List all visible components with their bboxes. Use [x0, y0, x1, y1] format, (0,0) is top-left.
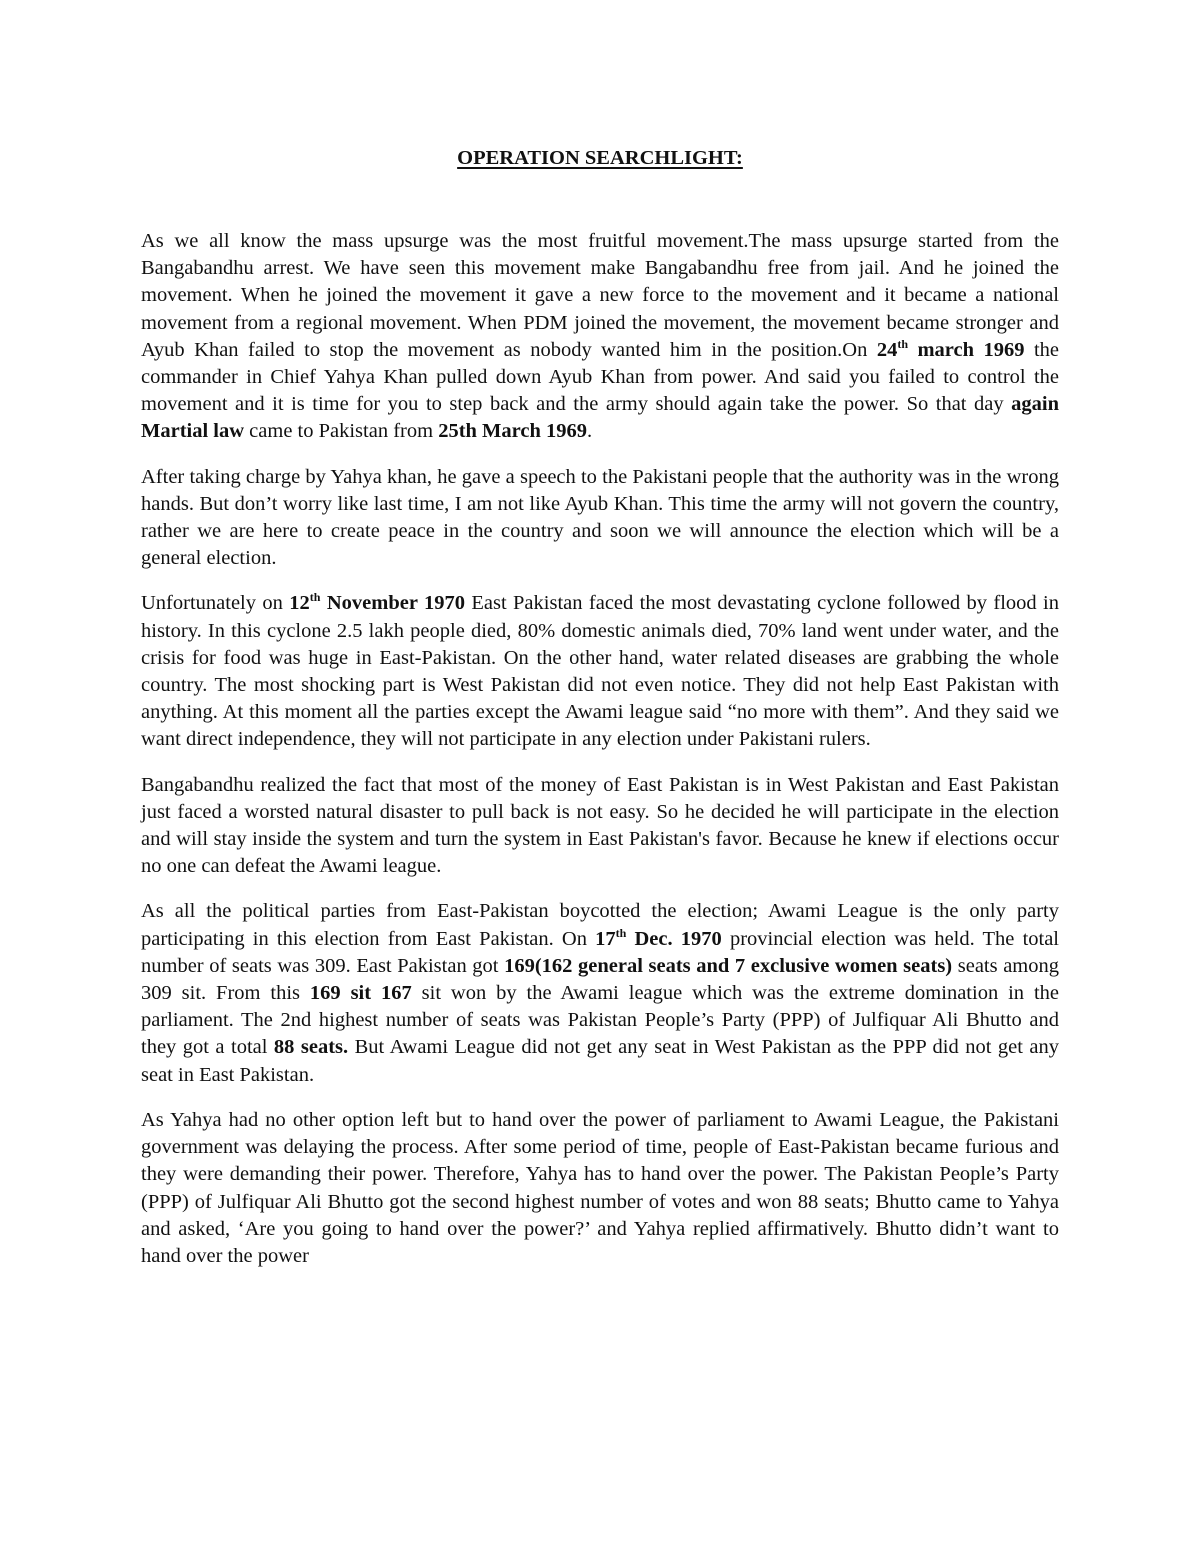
paragraph-2 [141, 464, 1059, 573]
bold-run: march 1969 [908, 338, 1025, 361]
text-run: Bangabandhu realized the fact that most of the money of East Pakistan is in West Pakistan and East Pakistan just faced a worsted natural disaster to pull back is not easy. So he decided he will participate in the election and will stay inside the system and turn the system in East Pakistan's favor. Because he knew if elections occur no one can defeat the Awami league. [141, 773, 1059, 878]
document-title-text: OPERATION SEARCHLIGHT: [457, 147, 743, 169]
document-body [141, 228, 1059, 1288]
bold-run: 17 [595, 927, 616, 950]
bold-run: Dec. 1970 [626, 927, 722, 950]
text-run: After taking charge by Yahya khan, he gave a speech to the Pakistani people that the authority was in the wrong hands. But don’t worry like last time, I am not like Ayub Khan. This time the army will not govern the country, rather we are here to create peace in the country and soon we will announce the election which will be a general election. [141, 465, 1059, 570]
text-run: provincial election was held. The total number of seats was 309. East Pakistan got [141, 927, 1060, 977]
paragraph-3 [141, 590, 1059, 753]
bold-run: November 1970 [320, 592, 465, 615]
bold-run: 169 sit 167 [309, 982, 412, 1005]
superscript-run: th [897, 336, 908, 351]
bold-run: 169(162 general seats and 7 exclusive women seats) [504, 954, 953, 977]
text-run: came to Pakistan from [244, 420, 439, 443]
paragraph-1 [141, 228, 1059, 446]
bold-run: 25th March 1969 [438, 420, 587, 443]
text-run: As Yahya had no other option left but to hand over the power of parliament to Awami League, the Pakistani government was delaying the process. After some period of time, people of East-Pakistan became furious and they were demanding their power. Therefore, Yahya has to hand over the power. The Pakistan People’s Party (PPP) of Julfiquar Ali Bhutto got the second highest number of votes and won 88 seats; Bhutto came to Yahya and asked, ‘Are you going to hand over the power?’ and Yahya replied affirmatively. Bhutto didn’t want to hand over the power [141, 1108, 1059, 1267]
document-title [0, 145, 1200, 172]
superscript-run: th [615, 925, 627, 940]
paragraph-6 [141, 1107, 1059, 1270]
bold-run: 24 [876, 338, 898, 361]
bold-run: 12 [289, 592, 310, 615]
text-run: As we all know the mass upsurge was the most fruitful movement.The mass upsurge started from the Bangabandhu arrest. We have seen this movement make Bangabandhu free from jail. And he joined the movement. When he joined the movement it gave a new force to the movement and it became a national movement from a regional movement. When PDM joined the movement, the movement became stronger and Ayub Khan failed to stop the movement as nobody wanted him in the position.On [141, 230, 1059, 361]
text-run: Unfortunately on [141, 592, 290, 615]
text-run: sit won by the Awami league which was the extreme domination in the parliament. The 2nd highest number of seats was Pakistan People’s Party (PPP) of Julfiquar Ali Bhutto and they got a total [141, 982, 1059, 1059]
text-run: East Pakistan faced the most devastating cyclone followed by flood in history. In this cyclone 2.5 lakh people died, 80% domestic animals died, 70% land went under water, and the crisis for food was huge in East-Pakistan. On the other hand, water related diseases are grabbing the whole country. The most shocking part is West Pakistan did not even notice. They did not help East Pakistan with anything. At this moment all the parties except the Awami league said “no more with them”. And they said we want direct independence, they will not participate in any election under Pakistani rulers. [141, 592, 1059, 751]
bold-run: 88 seats. [273, 1036, 349, 1059]
superscript-run: th [309, 590, 321, 605]
text-run: . [587, 420, 593, 443]
text-run: the commander in Chief Yahya Khan pulled down Ayub Khan from power. And said you failed to control the movement and it is time for you to step back and the army should again take the power. So that day [141, 338, 1059, 416]
paragraph-5 [141, 898, 1059, 1088]
text-run: But Awami League did not get any seat in West Pakistan as the PPP did not get any seat in East Pakistan. [141, 1036, 1059, 1086]
text-run: seats among 309 sit. From this [141, 954, 1059, 1005]
paragraph-4 [141, 772, 1059, 881]
bold-run: again Martial law [141, 393, 1059, 443]
text-run: As all the political parties from East-Pakistan boycotted the election; Awami League is the only party participating in this election from East Pakistan. On [141, 900, 1059, 950]
